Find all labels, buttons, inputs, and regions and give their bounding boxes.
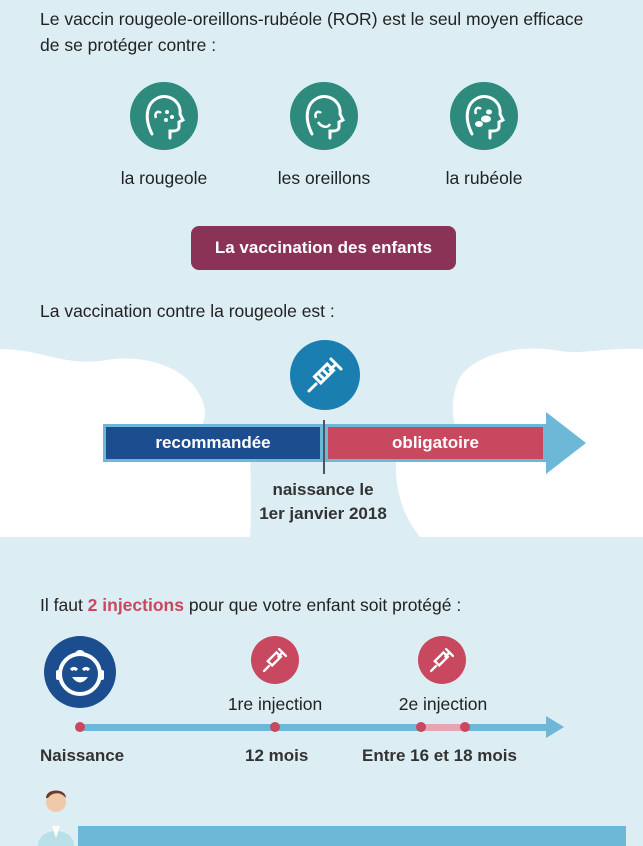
injections-suffix: pour que votre enfant soit protégé : <box>183 595 462 615</box>
measles-intro: La vaccination contre la rougeole est : <box>40 301 335 321</box>
arrow-head-icon <box>546 412 586 474</box>
disease-label: la rougeole <box>120 168 208 188</box>
timeline-dot-12 <box>270 722 280 732</box>
timeline-dot-birth <box>75 722 85 732</box>
intro-line-2: de se protéger contre : <box>40 35 217 55</box>
disease-mumps <box>254 82 394 189</box>
first-injection-label: 1re injection <box>227 694 323 714</box>
timeline-arrow-icon <box>546 716 564 738</box>
second-age-label: Entre 16 et 18 mois <box>362 746 517 765</box>
baby-face-icon <box>44 636 116 708</box>
timeline-dot-16 <box>416 722 426 732</box>
disease-label: la rubéole <box>445 168 523 188</box>
injections-prefix: Il faut <box>40 595 88 615</box>
mandatory-segment: obligatoire <box>325 424 546 462</box>
timeline-line <box>76 724 548 731</box>
birth-line-1: naissance le <box>272 480 374 499</box>
head-spots-icon <box>130 82 198 150</box>
head-rash-icon <box>450 82 518 150</box>
disease-label: les oreillons <box>277 168 371 188</box>
birth-label: Naissance <box>40 746 125 765</box>
birth-date-label <box>258 478 388 526</box>
timeline-dot-18 <box>460 722 470 732</box>
disease-rubella <box>414 82 554 189</box>
syringe-icon <box>290 340 360 410</box>
first-age-label: 12 mois <box>245 746 309 765</box>
head-swollen-icon <box>290 82 358 150</box>
bottom-banner <box>78 826 626 846</box>
birth-line-2: 1er janvier 2018 <box>259 504 387 523</box>
recommended-segment: recommandée <box>103 424 323 462</box>
injections-highlight: 2 injections <box>87 595 184 615</box>
syringe-icon <box>251 636 299 684</box>
section-title: La vaccination des enfants <box>191 226 456 270</box>
disease-measles <box>94 82 234 189</box>
syringe-icon <box>418 636 466 684</box>
second-injection-label: 2e injection <box>398 694 488 714</box>
injections-text <box>40 595 461 616</box>
birth-marker <box>323 420 325 474</box>
intro-line-1: Le vaccin rougeole-oreillons-rubéole (ROR) est le seul moyen efficace <box>40 9 584 29</box>
intro-text <box>40 6 620 58</box>
